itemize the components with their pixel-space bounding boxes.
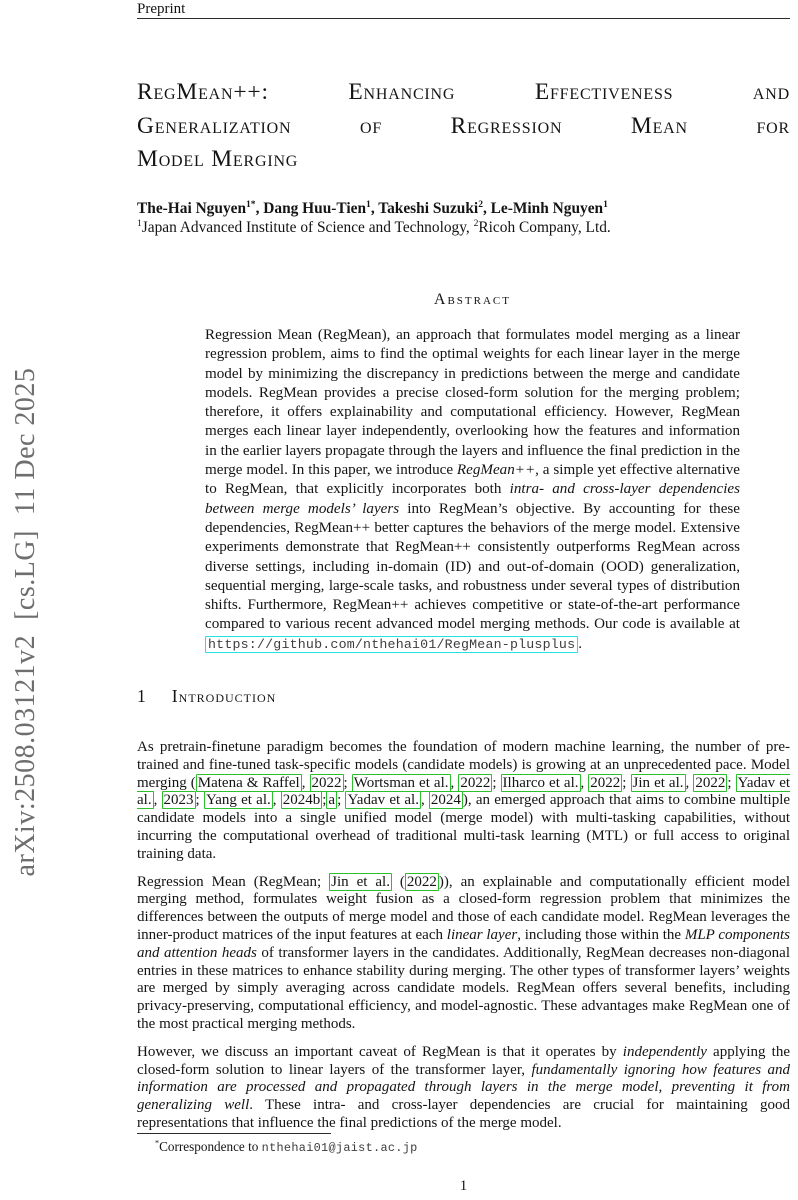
text-segment: , a simple yet effective alternative to RegMean, that explicitly incorporates both xyxy=(205,462,740,498)
text-segment: applying the closed-form solution to linear layers of the transformer layer, xyxy=(137,1043,790,1078)
code-repo-link[interactable]: https://github.com/nthehai01/RegMean-plusplus xyxy=(205,636,578,653)
text-segment: RegMean++ xyxy=(456,462,536,479)
citation-link[interactable]: Jin et al. xyxy=(331,873,390,890)
text-segment: MLP components and attention heads xyxy=(137,926,791,961)
text-segment: 1 xyxy=(603,198,608,210)
citation-link[interactable]: 2022 xyxy=(406,873,437,890)
arxiv-stamp: arXiv:2508.03121v2 [cs.LG] 11 Dec 2025 xyxy=(10,367,41,877)
text-segment: fundamentally ignoring how features and information are processed and propagated through layers in the merge model, preventing it from generalizing well xyxy=(137,1061,791,1114)
text-segment: linear layer xyxy=(446,926,518,943)
intro-paragraph-1 xyxy=(137,739,790,864)
text-segment: , including those within the xyxy=(517,926,685,943)
abstract-text xyxy=(205,326,740,654)
affiliation-line xyxy=(137,219,790,237)
citation-link[interactable]: a xyxy=(328,792,336,809)
text-segment: , Le-Minh Nguyen xyxy=(482,200,604,217)
text-segment: ; xyxy=(337,792,346,809)
text-segment: into RegMean’s objective. By accounting for these dependencies, RegMean++ better captures the behaviors of the merge model. Extensive experiments demonstrate that RegMean++ consistently outperforms RegMean across diverse settings, including in-domain (ID) and out-of-domain (OOD) generalization, sequential merging, large-scale tasks, and robustness under several types of distribution shifts. Furthermore, RegMean++ achieves competitive or state-of-the-art performance compared to various recent advanced model merging methods. Our code is available at xyxy=(205,500,741,633)
text-segment: ( xyxy=(391,873,405,890)
text-segment: , xyxy=(450,774,459,791)
text-segment: )), an explainable and computationally efficient model merging method, formulates weight fusion as a closed-form regression problem that minimizes the differences between the outputs of merge model and those of each candidate model. RegMean leverages the inner-product matrices of the input features at each xyxy=(137,873,790,943)
text-segment: ; xyxy=(492,774,501,791)
text-segment: ), an emerged approach that aims to combine multiple candidate models into a single unified model (merge model) with multi-tasking capabilities, without incurring the computational overhead of traditional multi-task learning (MTL) or full access to original training data. xyxy=(137,792,791,862)
intro-paragraph-2 xyxy=(137,874,790,1034)
header-label: Preprint xyxy=(137,1,186,17)
text-segment: Regression Mean (RegMean), an approach that formulates model merging as a linear regression problem, aims to find the optimal weights for each linear layer in the merge model by minimizing the discrepancy in predictions between the merge and candidate models. RegMean provides a precise closed-form solution for the merging problem; therefore, it offers explainability and computational efficiency. However, RegMean merges each linear layer independently, overlooking how the features and information in the earlier layers propagate through the layers and influence the final prediction in the merge model. In this paper, we introduce xyxy=(205,327,740,479)
header-rule xyxy=(137,18,790,19)
citation-link[interactable]: Ilharco et al. xyxy=(502,774,579,791)
text-segment: The-Hai Nguyen xyxy=(137,200,247,217)
paper-title xyxy=(137,76,790,177)
section-title: Introduction xyxy=(171,686,277,706)
citation-link[interactable]: 2024 xyxy=(430,792,461,809)
text-segment: 1 xyxy=(366,198,371,210)
text-segment: , xyxy=(420,792,429,809)
text-segment: , xyxy=(153,792,162,809)
page-number: 1 xyxy=(459,1178,468,1194)
text-segment: , xyxy=(301,774,310,791)
section-heading-introduction xyxy=(137,686,790,707)
text-segment: 1* xyxy=(246,198,256,210)
citation-link[interactable]: 2022 xyxy=(311,774,342,791)
text-segment: * xyxy=(155,1138,160,1148)
text-segment: , xyxy=(685,774,694,791)
paper-title-line-1: RegMean++: Enhancing Effectiveness and xyxy=(137,79,790,105)
paper-title-line-2: Generalization of Regression Mean for xyxy=(137,112,790,139)
citation-link[interactable]: Wortsman et al. xyxy=(353,774,449,791)
text-segment: ; xyxy=(322,792,327,809)
citation-link[interactable]: 2022 xyxy=(590,774,621,791)
intro-paragraph-3 xyxy=(137,1044,790,1133)
citation-link[interactable]: 2022 xyxy=(695,774,726,791)
text-segment: . These intra- and cross-layer dependencies are crucial for maintaining good representations that influence the final predictions of the merge model. xyxy=(137,1097,790,1131)
footnote-rule xyxy=(137,1133,331,1134)
authors-line xyxy=(137,200,790,218)
section-number: 1 xyxy=(137,686,146,706)
citation-link[interactable]: Yadav et al. xyxy=(347,792,419,809)
text-segment: , Takeshi Suzuki xyxy=(370,200,479,217)
introduction-body xyxy=(137,739,790,1143)
text-segment: ; xyxy=(622,774,631,791)
text-segment: , Dang Huu-Tien xyxy=(255,200,367,217)
citation-link[interactable]: 2024b xyxy=(282,792,321,809)
text-segment: 1 xyxy=(137,217,142,229)
text-segment: ; xyxy=(727,774,736,791)
paper-title-line-3: Model Merging xyxy=(137,146,299,172)
text-segment: Ricoh Company, Ltd. xyxy=(478,219,611,236)
text-segment: intra- and cross-layer dependencies between merge models’ layers xyxy=(205,481,740,517)
text-segment: independently xyxy=(622,1043,707,1060)
citation-link[interactable]: Yang et al. xyxy=(205,792,271,809)
citation-link[interactable]: Matena & Raffel xyxy=(197,774,300,791)
citation-link[interactable]: Yadav et al. xyxy=(137,774,791,809)
mono-text: nthehai01@jaist.ac.jp xyxy=(261,1141,418,1155)
correspondence-footnote xyxy=(137,1139,790,1155)
text-segment: . xyxy=(578,635,583,652)
text-segment: 2 xyxy=(478,198,483,210)
text-segment: Correspondence to xyxy=(159,1139,262,1154)
text-segment: , xyxy=(580,774,589,791)
citation-link[interactable]: 2022 xyxy=(460,774,491,791)
text-segment: Regression Mean (RegMean; xyxy=(137,873,330,890)
abstract-heading: Abstract xyxy=(434,291,511,308)
text-segment: As pretrain-finetune paradigm becomes the foundation of modern machine learning, the number of pre-trained and fine-tuned task-specific models (candidate models) is growing at an unprecedented pace. Model merging ( xyxy=(137,739,790,791)
text-segment: ; xyxy=(195,792,204,809)
text-segment: ; xyxy=(343,774,352,791)
text-segment: Japan Advanced Institute of Science and Technology, xyxy=(141,219,474,236)
text-segment: However, we discuss an important caveat of RegMean is that it operates by xyxy=(137,1043,623,1060)
text-segment: of transformer layers in the candidates. Additionally, RegMean decreases non-diagonal entries in these matrices to enhance stability during merging. The other types of transformer layers’ weights are merged by simply averaging across candidate models. RegMean offers several benefits, including privacy-preserving, computational efficiency, and model-agnostic. These advantages make RegMean one of the most practical merging methods. xyxy=(137,944,790,1032)
text-segment: , xyxy=(272,792,281,809)
citation-link[interactable]: Jin et al. xyxy=(632,774,684,791)
citation-link[interactable]: 2023 xyxy=(163,792,194,809)
text-segment: 2 xyxy=(473,217,479,229)
